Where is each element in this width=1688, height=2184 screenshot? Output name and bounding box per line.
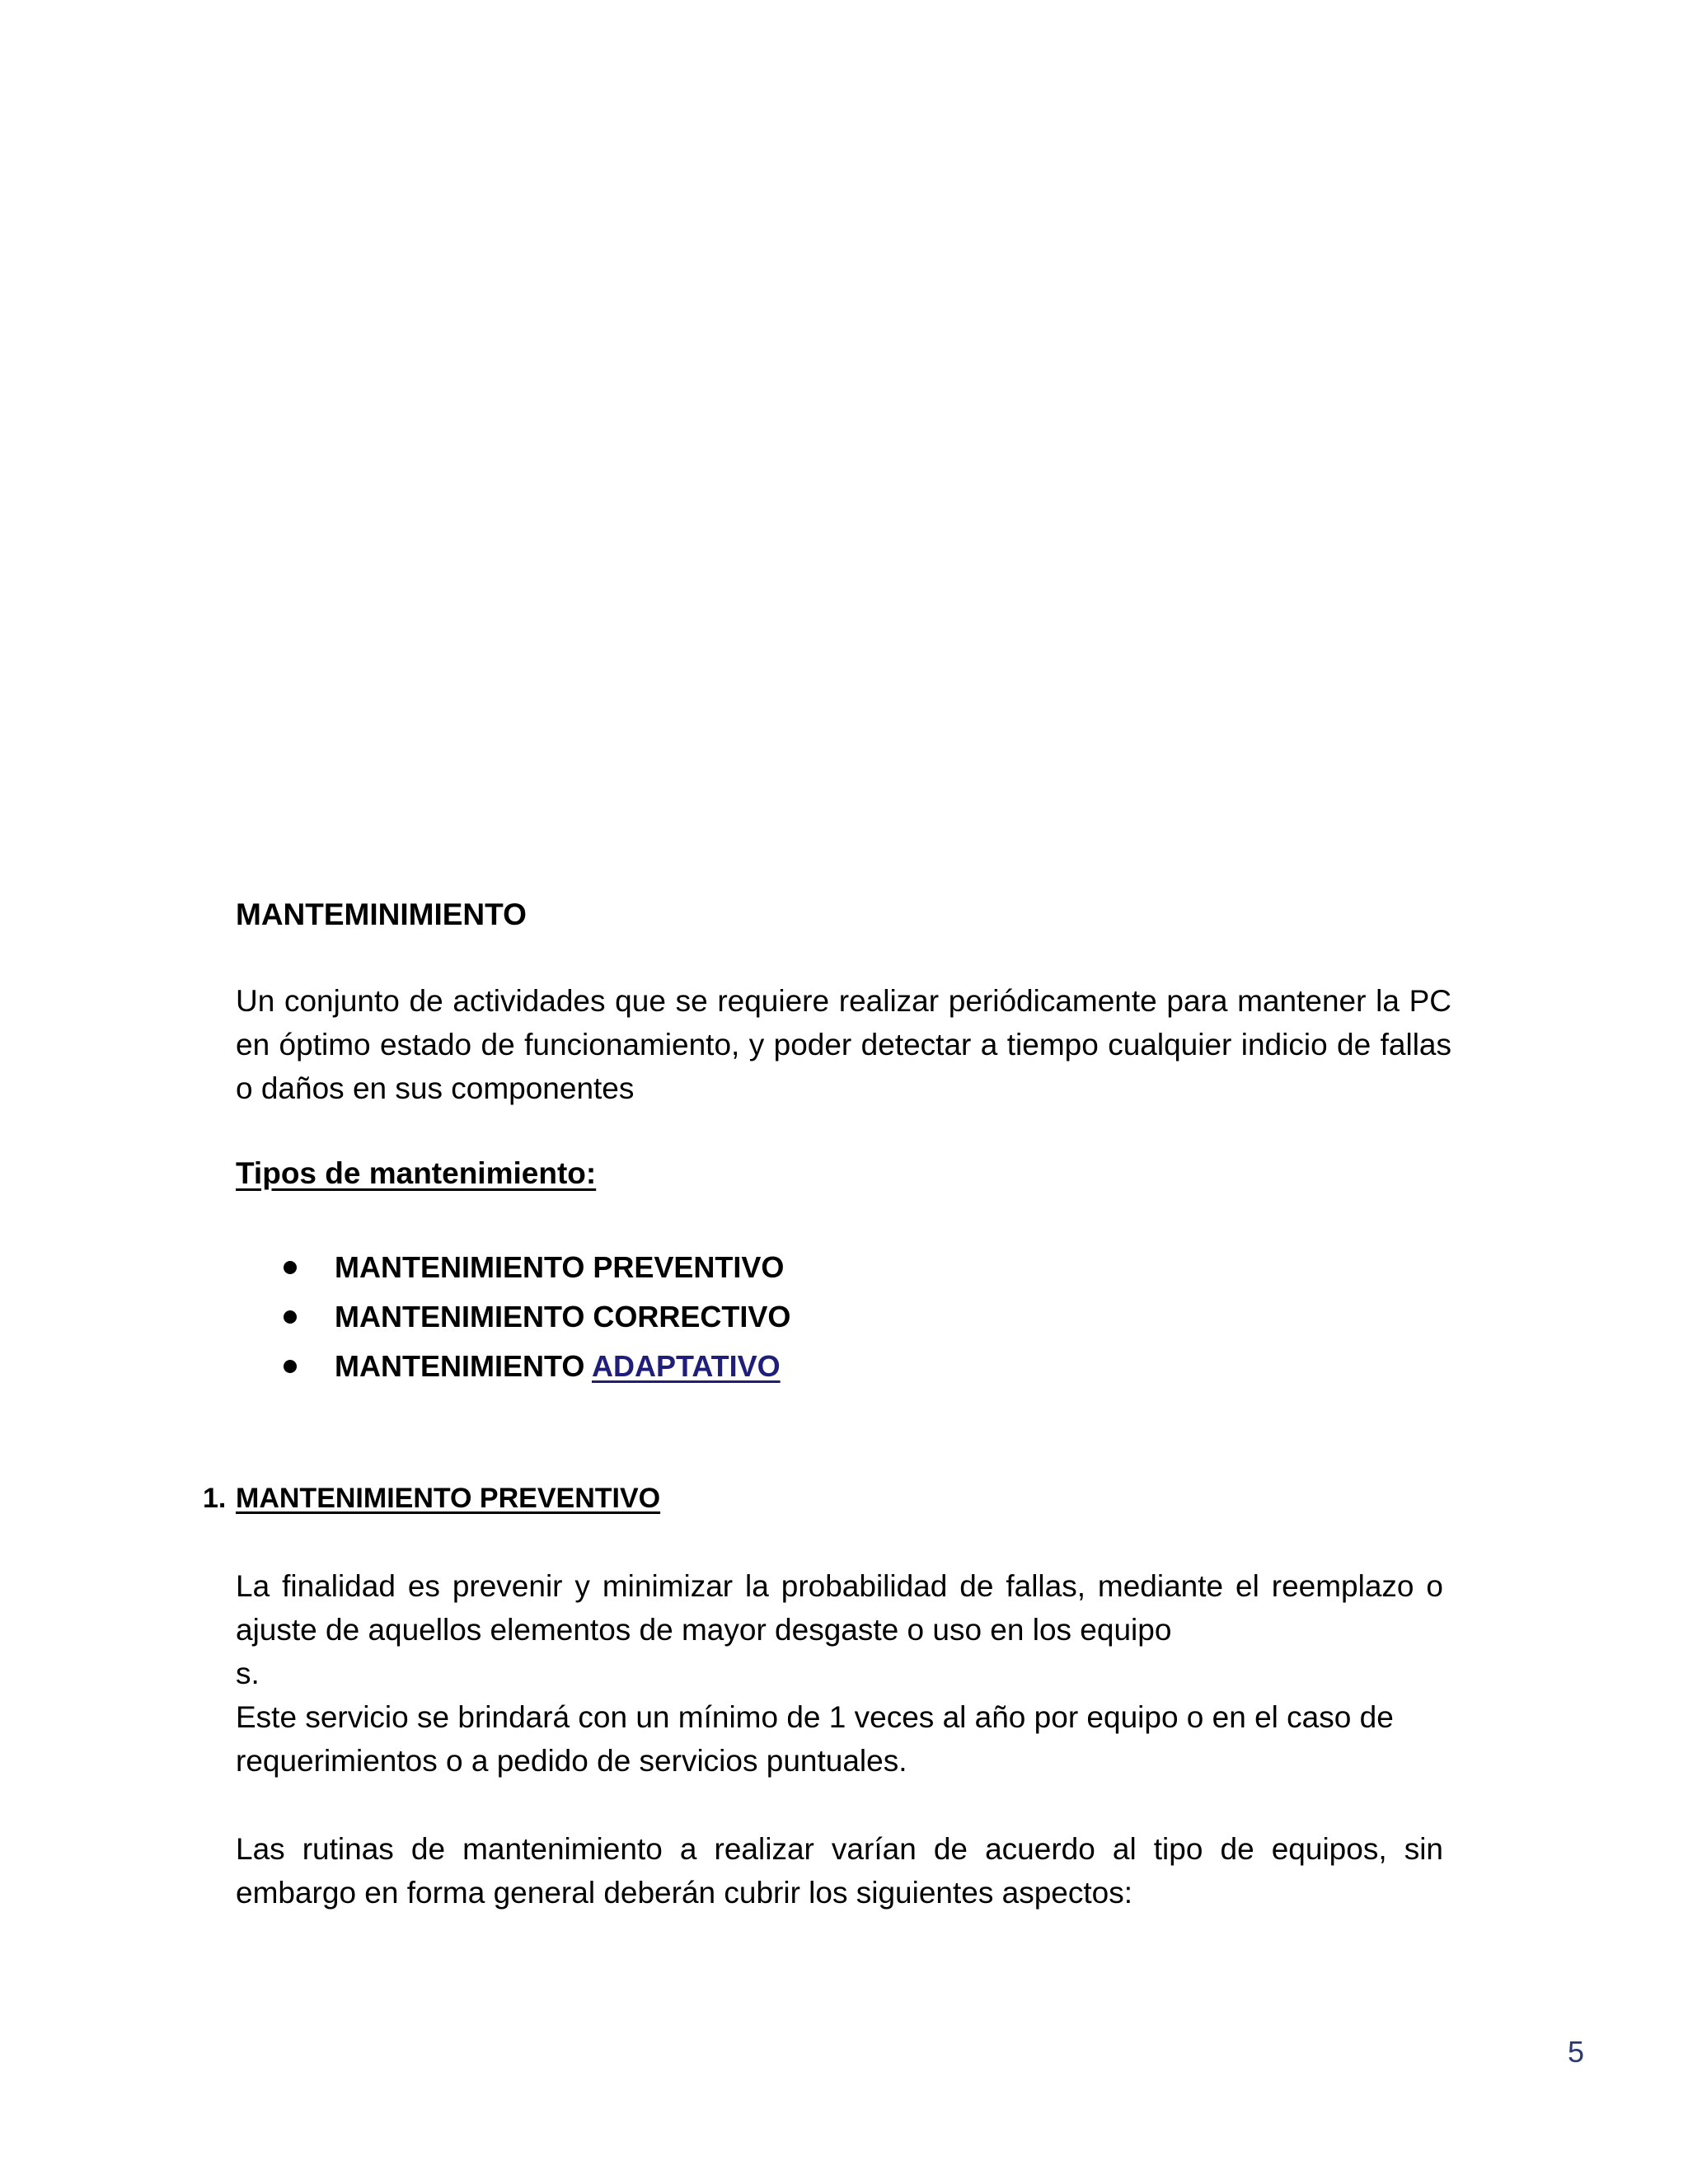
section-number: 1. bbox=[203, 1483, 227, 1514]
adaptativo-link[interactable]: ADAPTATIVO bbox=[592, 1349, 781, 1383]
list-item bbox=[0, 1292, 989, 1342]
purpose-text-continuation: s. bbox=[236, 1657, 260, 1690]
routines-paragraph: Las rutinas de mantenimiento a realizar varían de acuerdo al tipo de equipos, sin embargo en forma general deberán cubrir los siguientes aspectos: bbox=[236, 1832, 1443, 1910]
page-number: 5 bbox=[1568, 2035, 1585, 2069]
list-item bbox=[0, 1243, 989, 1292]
list-item-label: MANTENIMIENTO bbox=[335, 1349, 592, 1383]
bullet-icon bbox=[284, 1261, 297, 1274]
service-paragraph: Este servicio se brindará con un mínimo de 1 veces al año por equipo o en el caso de requerimientos o a pedido de servicios puntuales. bbox=[236, 1700, 1394, 1778]
types-heading: Tipos de mantenimiento: bbox=[236, 1156, 597, 1190]
list-item bbox=[0, 1342, 989, 1391]
purpose-text: La finalidad es prevenir y minimizar la probabilidad de fallas, mediante el reemplazo o ajuste de aquellos elementos de mayor desgaste o uso en los equipo bbox=[236, 1569, 1443, 1647]
document-title: MANTEMINIMIENTO bbox=[236, 898, 527, 931]
list-item-label: MANTENIMIENTO CORRECTIVO bbox=[335, 1300, 791, 1333]
types-list bbox=[0, 1243, 989, 1391]
section-heading-label: MANTENIMIENTO PREVENTIVO bbox=[236, 1483, 661, 1514]
bullet-icon bbox=[284, 1310, 297, 1324]
section-heading bbox=[203, 1480, 660, 1516]
intro-paragraph: Un conjunto de actividades que se requiere realizar periódicamente para mantener la PC en óptimo estado de funcionamiento, y poder detectar a tiempo cualquier indicio de fallas o daños en sus componentes bbox=[236, 984, 1451, 1105]
bullet-icon bbox=[284, 1360, 297, 1373]
list-item-label: MANTENIMIENTO PREVENTIVO bbox=[335, 1250, 785, 1284]
purpose-paragraph bbox=[236, 1564, 1443, 1695]
